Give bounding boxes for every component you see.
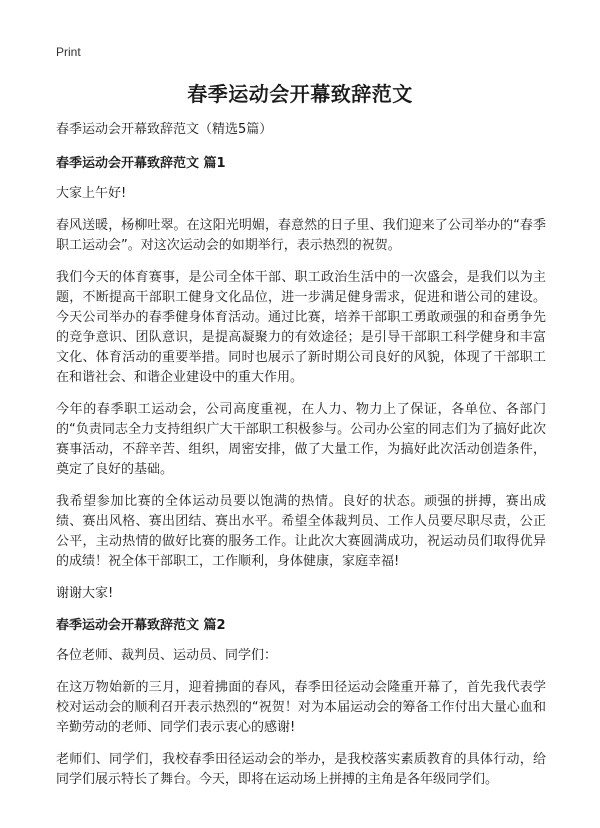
paragraph: 各位老师、裁判员、运动员、同学们： [56, 648, 278, 663]
document-body [56, 120, 546, 802]
paragraph: 今年的春季职工运动会，公司高度重视，在人力、物力上了保证，各单位、各部门的“负责同志全力支持组织广大干部职工积极参与。公司办公室的同志们为了搞好此次赛事活动，不辞辛苦、组织，周密安排，做了大量工作，为搞好此次活动创造条件，奠定了良好的基础。 [56, 402, 546, 477]
paragraph: 谢谢大家! [56, 586, 114, 601]
print-label[interactable]: Print [56, 45, 81, 59]
section-heading-1: 春季运动会开幕致辞范文 篇1 [56, 156, 226, 171]
document-subtitle: 春季运动会开幕致辞范文（精选5篇） [56, 122, 273, 137]
paragraph: 老师们、同学们，我校春季田径运动会的举办，是我校落实素质教育的具体行动，给同学们展示特长了舞台。今天，即将在运动场上拼搏的主角是各年级同学们。 [56, 752, 546, 787]
section-heading-2: 春季运动会开幕致辞范文 篇2 [56, 618, 226, 633]
paragraph: 大家上午好! [56, 186, 127, 201]
paragraph: 春风送暖，杨柳吐翠。在这阳光明媚，春意然的日子里、我们迎来了公司举办的“春季职工运动会”。对这次运动会的如期举行，表示热烈的祝贺。 [56, 218, 546, 253]
page-title: 春季运动会开幕致辞范文 [187, 82, 413, 106]
paragraph: 在这万物始新的三月，迎着拂面的春风，春季田径运动会隆重开幕了，首先我代表学校对运动会的顺利召开表示热烈的“祝贺！对为本届运动会的筹备工作付出大量心血和辛勤劳动的老师、同学们表示衷心的感谢! [56, 680, 546, 735]
paragraph: 我们今天的体育赛事，是公司全体干部、职工政治生活中的一次盛会，是我们以为主题，不断提高干部职工健身文化品位，进一步满足健身需求，促进和谐公司的建设。今天公司举办的春季健身体育活动。通过比赛，培养干部职工勇敢顽强的和奋勇争先的竞争意识、团队意识，是提高凝聚力的有效途径；是引导干部职工科学健身和丰富文化、体育活动的重要举措。同时也展示了新时期公司良好的风貌，体现了干部职工在和谐社会、和谐企业建设中的重大作用。 [56, 270, 546, 385]
paragraph: 我希望参加比赛的全体运动员要以饱满的热情。良好的状态。顽强的拼搏，赛出成绩、赛出风格、赛出团结、赛出水平。希望全体裁判员、工作人员要尽职尽责，公正公平，主动热情的做好比赛的服务工作。让此次大赛圆满成功，祝运动员们取得优异的成绩！祝全体干部职工，工作顺利，身体健康，家庭幸福! [56, 494, 546, 569]
